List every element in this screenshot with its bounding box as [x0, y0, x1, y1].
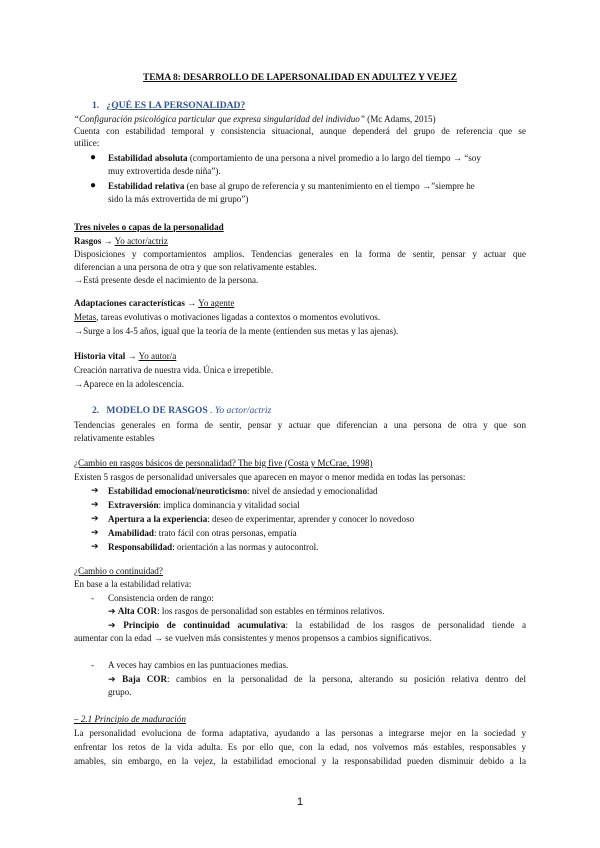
arrow-icon: ➔	[91, 499, 99, 509]
list-item: ➔ Baja COR: cambios en la personalidad de la persona, alterando su posición relativa dentro del	[108, 674, 526, 684]
question-heading: ¿Cambio en rasgos básicos de personalidad? The big five (Costa y McCrae, 1998)	[74, 458, 373, 468]
list-item: Estabilidad absoluta (comportamiento de una persona a nivel promedio a lo largo del tiempo → “soy	[108, 153, 481, 163]
trait-name: Responsabilidad	[108, 542, 173, 552]
list-item: Consistencia orden de rango:	[108, 593, 214, 603]
trait-name: Estabilidad emocional/neuroticismo	[108, 486, 248, 496]
paragraph: La personalidad evoluciona de forma adaptativa, ayudando a las personas a integrarse mejor en la sociedad y	[74, 728, 526, 738]
trait-description: : orientación a las normas y autocontrol.	[172, 542, 319, 552]
big-five-item	[108, 513, 526, 526]
big-five-item	[108, 541, 526, 554]
level-rasgos: Rasgos → Yo actor/actriz	[74, 236, 168, 246]
arrow-icon: ➔	[108, 606, 116, 616]
list-item-continuation: sido la más extrovertida de mi grupo”)	[108, 194, 249, 204]
list-item: ➔ Alta COR: los rasgos de personalidad son estables en términos relativos.	[108, 606, 385, 616]
paragraph: enfrentar los retos de la vida adulta. Es por ello que, con la edad, nos volvemos más estables, responsables y	[74, 742, 526, 752]
trait-description: : implica dominancia y vitalidad social	[158, 500, 300, 510]
section-1-heading: 1. ¿QUÉ ES LA PERSONALIDAD?	[92, 100, 246, 111]
arrow-icon: ➔	[91, 513, 99, 523]
paragraph: Cuenta con estabilidad temporal y consistencia situacional, aunque dependerá del grupo de referencia que se	[74, 126, 526, 136]
section-2-heading: 2. MODELO DE RASGOS . Yo actor/actriz	[92, 405, 272, 416]
question-heading: ¿Cambio o continuidad?	[74, 566, 163, 576]
trait-description: : nivel de ansiedad y emocionalidad	[247, 486, 378, 496]
paragraph: Tendencias generales en forma de sentir, pensar y actuar que diferencian a una persona de otra y que son	[74, 420, 526, 430]
trait-description: : deseo de experimentar, aprender y conocer lo novedoso	[207, 514, 415, 524]
big-five-item	[108, 527, 526, 540]
paragraph: utilice:	[74, 138, 100, 148]
paragraph: diferencian a una persona de otra y que son relativamente estables.	[74, 262, 317, 272]
trait-name: Apertura a la experiencia	[108, 514, 208, 524]
dash-marker: -	[91, 593, 95, 603]
list-item-continuation: aumentar con la edad → se vuelven más consistentes y menos propensos a cambios significativos.	[74, 633, 432, 643]
big-five-item	[108, 499, 526, 512]
trait-name: Amabilidad	[108, 528, 154, 538]
list-item: ➔ Principio de continuidad acumulativa: la estabilidad de los rasgos de personalidad tiende a	[108, 620, 526, 630]
paragraph: amables, sin embargo, en la vejez, la estabilidad emocional y la responsabilidad pueden disminuir debido a la	[74, 756, 526, 766]
paragraph: relativamente estables	[74, 433, 155, 443]
trait-description: : trato fácil con otras personas, empatía	[154, 528, 297, 538]
personality-definition: “Configuración psicológica particular que expresa singularidad del individuo” (Mc Adams, 2015)	[74, 114, 436, 124]
document-title: TEMA 8: DESARROLLO DE LAPERSONALIDAD EN ADULTEZ Y VEJEZ	[143, 73, 457, 83]
bullet-icon: ●	[90, 180, 97, 191]
list-item-continuation: grupo.	[108, 687, 132, 697]
arrow-icon: ➔	[108, 620, 116, 630]
paragraph: →Está presente desde el nacimiento de la persona.	[74, 275, 259, 285]
arrow-icon: ➔	[108, 674, 116, 684]
list-item-continuation: muy extrovertida desde niña”).	[108, 166, 221, 176]
big-five-item	[108, 485, 526, 498]
level-adaptaciones: Adaptaciones características → Yo agente	[74, 298, 235, 308]
trait-name: Extraversión	[108, 500, 159, 510]
list-item: A veces hay cambios en las puntuaciones medias.	[108, 660, 289, 670]
paragraph: →Aparece en la adolescencia.	[74, 379, 185, 389]
paragraph: Existen 5 rasgos de personalidad universales que aparecen en mayor o menor medida en todas las personas:	[74, 472, 466, 482]
list-item: Estabilidad relativa (en base al grupo de referencia y su mantenimiento en el tiempo →”siempre he	[108, 181, 475, 191]
paragraph: Metas, tareas evolutivas o motivaciones ligadas a contextos o momentos evolutivos.	[74, 312, 381, 322]
subsection-heading: Tres niveles o capas de la personalidad	[74, 222, 224, 232]
dash-marker: -	[91, 660, 95, 670]
paragraph: En base a la estabilidad relativa:	[74, 579, 192, 589]
paragraph: Creación narrativa de nuestra vida. Única e irrepetible.	[74, 365, 274, 375]
arrow-icon: ➔	[91, 527, 99, 537]
arrow-icon: ➔	[91, 541, 99, 551]
paragraph: Disposiciones y comportamientos amplios. Tendencias generales en la forma de sentir, pensar y actuar que	[74, 249, 526, 259]
level-historia: Historia vital → Yo autor/a	[74, 351, 177, 361]
bullet-icon: ●	[90, 152, 97, 163]
page-number: 1	[296, 796, 304, 808]
arrow-icon: ➔	[91, 485, 99, 495]
paragraph: →Surge a los 4-5 años, igual que la teoría de la mente (entienden sus metas y las ajenas).	[74, 326, 399, 336]
subsection-heading: – 2.1 Principio de maduración	[74, 714, 186, 724]
